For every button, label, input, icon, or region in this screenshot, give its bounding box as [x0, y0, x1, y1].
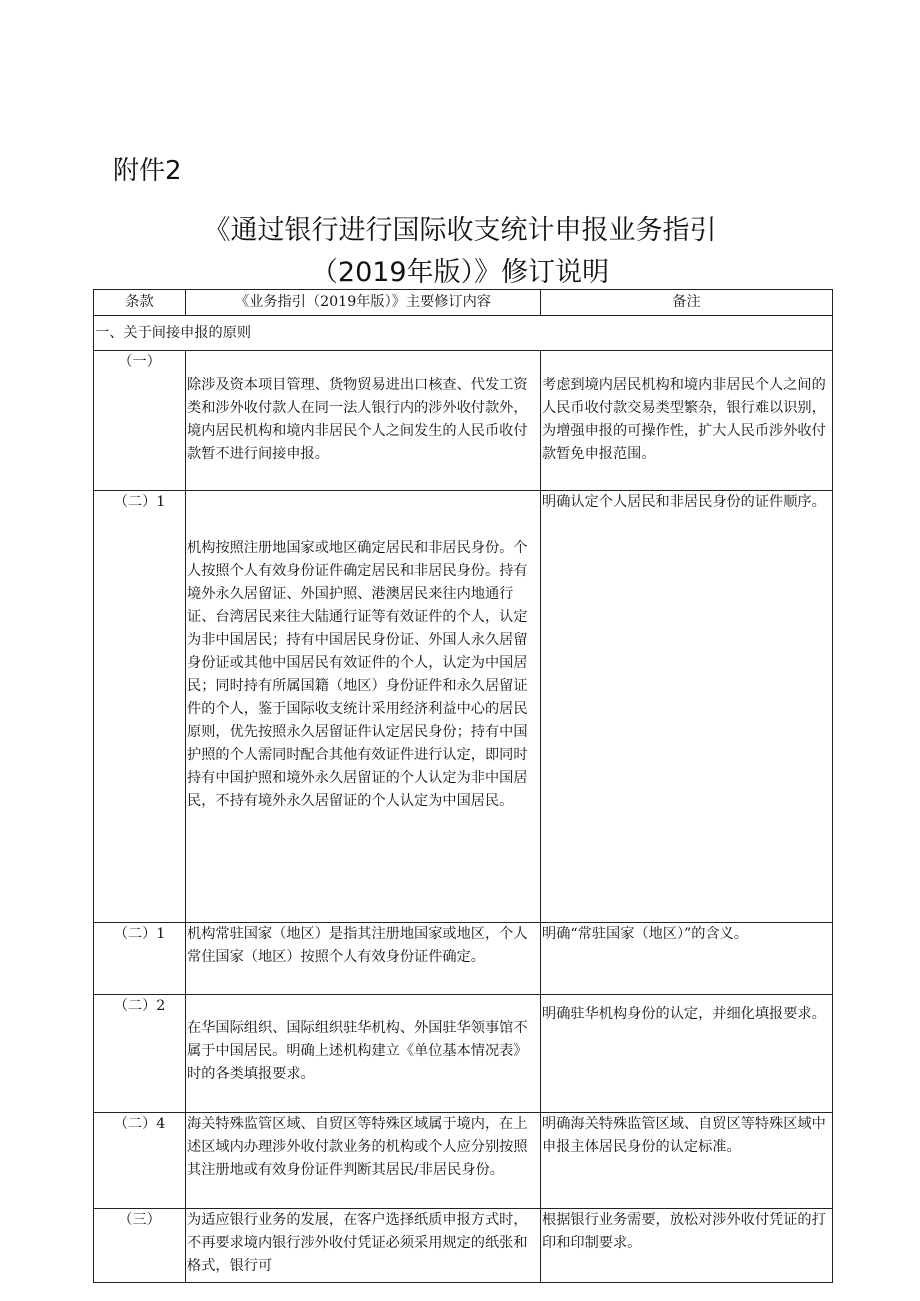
content-cell: 机构常驻国家（地区）是指其注册地国家或地区，个人常住国家（地区）按照个人有效身份证件确定。 — [186, 923, 541, 995]
header-note: 备注 — [541, 290, 833, 316]
note-cell: 根据银行业务需要，放松对涉外收付凭证的打印和印制要求。 — [541, 1209, 833, 1283]
clause-cell: （二）2 — [94, 995, 186, 1113]
content-cell: 机构按照注册地国家或地区确定居民和非居民身份。个人按照个人有效身份证件确定居民和非居民身份。持有境外永久居留证、外国护照、港澳居民来往内地通行证、台湾居民来往大陆通行证等有效证件的个人，认定为非中国居民；持有中国居民身份证、外国人永久居留身份证或其他中国居民有效证件的个人，认定为中国居民；同时持有所属国籍（地区）身份证件和永久居留证件的个人，鉴于国际收支统计采用经济利益中心的居民原则，优先按照永久居留证件认定居民身份；持有中国护照的个人需同时配合其他有效证件进行认定，即同时持有中国护照和境外永久居留证的个人认定为非中国居民，不持有境外永久居留证的个人认定为中国居民。 — [186, 491, 541, 923]
document-title-line-2: （2019年版）》修订说明 — [310, 257, 610, 288]
table-row — [94, 1113, 833, 1209]
document-title-line-1: 《通过银行进行国际收支统计申报业务指引 — [203, 215, 717, 246]
content-cell: 除涉及资本项目管理、货物贸易进出口核查、代发工资类和涉外收付款人在同一法人银行内的涉外收付款外，境内居民机构和境内非居民个人之间发生的人民币收付款暂不进行间接申报。 — [186, 351, 541, 491]
clause-cell: （二）4 — [94, 1113, 186, 1209]
content-cell: 在华国际组织、国际组织驻华机构、外国驻华领事馆不属于中国居民。明确上述机构建立《单位基本情况表》时的各类填报要求。 — [186, 995, 541, 1113]
clause-cell: （二）1 — [94, 923, 186, 995]
header-clause: 条款 — [94, 290, 186, 316]
content-cell: 海关特殊监管区域、自贸区等特殊区域属于境内，在上述区域内办理涉外收付款业务的机构或个人应分别按照其注册地或有效身份证件判断其居民/非居民身份。 — [186, 1113, 541, 1209]
attachment-label: 附件2 — [113, 156, 182, 186]
note-cell: 明确驻华机构身份的认定，并细化填报要求。 — [541, 995, 833, 1113]
table-header-row — [94, 290, 833, 316]
table-row — [94, 995, 833, 1113]
section-row — [94, 316, 833, 351]
note-cell: 明确海关特殊监管区域、自贸区等特殊区域中申报主体居民身份的认定标准。 — [541, 1113, 833, 1209]
clause-cell: （三） — [94, 1209, 186, 1283]
table-row — [94, 1209, 833, 1283]
content-cell: 为适应银行业务的发展，在客户选择纸质申报方式时，不再要求境内银行涉外收付凭证必须采用规定的纸张和格式，银行可 — [186, 1209, 541, 1283]
clause-cell: （二）1 — [94, 491, 186, 923]
note-cell: 明确“常驻国家（地区）”的含义。 — [541, 923, 833, 995]
clause-cell: （一） — [94, 351, 186, 491]
header-content: 《业务指引（2019年版）》主要修订内容 — [186, 290, 541, 316]
note-cell: 明确认定个人居民和非居民身份的证件顺序。 — [541, 491, 833, 923]
section-heading: 一、关于间接申报的原则 — [94, 316, 833, 351]
note-cell: 考虑到境内居民机构和境内非居民个人之间的人民币收付款交易类型繁杂，银行难以识别，为增强申报的可操作性，扩大人民币涉外收付款暂免申报范围。 — [541, 351, 833, 491]
table-row — [94, 351, 833, 491]
table-row — [94, 491, 833, 923]
table-row — [94, 923, 833, 995]
revision-table — [93, 289, 833, 1283]
